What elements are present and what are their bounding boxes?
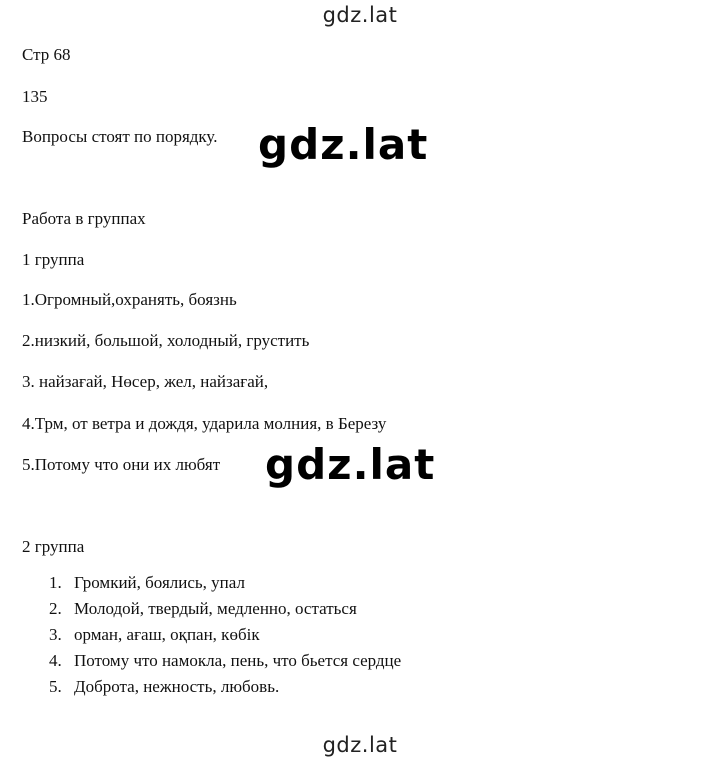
watermark-large-1: gdz.lat [258, 120, 429, 169]
group1-line-2: 2.низкий, большой, холодный, грустить [22, 331, 310, 350]
exercise-number: 135 [22, 87, 48, 106]
group1-line-3: 3. найзағай, Нөсер, жел, найзағай, [22, 372, 269, 391]
page-number: Стр 68 [22, 45, 71, 64]
group1-line-5: 5.Потому что они их любят [22, 455, 221, 474]
list-item-number: 5. [49, 677, 62, 696]
watermark-large-2: gdz.lat [265, 440, 436, 489]
group1-line-1: 1.Огромный,охранять, боязнь [22, 290, 237, 309]
list-item-text: Молодой, твердый, медленно, остаться [74, 599, 357, 618]
group2-title: 2 группа [22, 537, 85, 556]
group1-line-4: 4.Трм, от ветра и дождя, ударила молния, в Березу [22, 414, 387, 433]
list-item-text: Потому что намокла, пень, что бьется сердце [74, 651, 402, 670]
list-item-text: Доброта, нежность, любовь. [74, 677, 280, 696]
list-item-number: 3. [49, 625, 62, 644]
intro-text: Вопросы стоят по порядку. [22, 127, 218, 146]
list-item-text: орман, ағаш, оқпан, көбік [74, 625, 260, 644]
section-title: Работа в группах [22, 209, 146, 228]
watermark-top: gdz.lat [322, 3, 398, 27]
list-item-number: 1. [49, 573, 62, 592]
watermark-bottom: gdz.lat [322, 733, 398, 757]
list-item-text: Громкий, боялись, упал [74, 573, 245, 592]
list-item-number: 2. [49, 599, 62, 618]
group1-title: 1 группа [22, 250, 85, 269]
list-item-number: 4. [49, 651, 62, 670]
